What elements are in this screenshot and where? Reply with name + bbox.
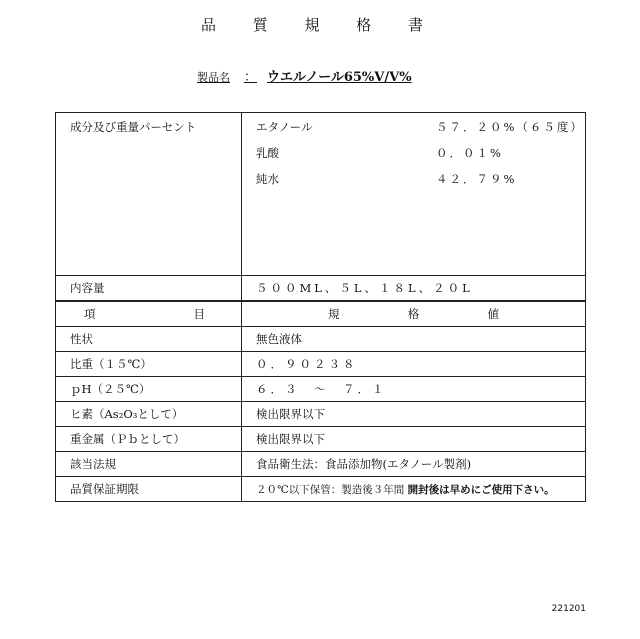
header-row [56, 301, 586, 327]
header-spec-char: 値 [487, 307, 499, 321]
row-label: 比重（１５℃） [56, 352, 242, 377]
table-row [56, 377, 586, 402]
product-name-line [197, 66, 412, 85]
row-label: 性状 [56, 327, 242, 352]
row-label: ｐH（２５℃） [56, 377, 242, 402]
composition-item-percent: ０．０１% [436, 146, 503, 160]
header-spec-char: 格 [407, 307, 420, 321]
document-title: 品 質 規 格 書 [200, 16, 440, 34]
row-value: 検出限界以下 [242, 427, 586, 452]
composition-values [242, 113, 586, 276]
composition-row [56, 113, 586, 276]
table-row [56, 427, 586, 452]
table-row [56, 452, 586, 477]
warranty-storage: ２０℃以下保管：製造後３年間 [256, 483, 405, 496]
product-name-separator: ： [244, 70, 258, 85]
composition-item-name: 乳酸 [256, 146, 279, 160]
product-name-value: ウエルノール65%V/V% [267, 70, 412, 85]
table-row [56, 402, 586, 427]
warranty-note: 開封後は早めにご使用下さい。 [407, 483, 555, 496]
row-value: 食品衛生法：食品添加物(エタノール製剤) [242, 452, 586, 477]
row-label: ヒ素（As₂O₃として） [56, 402, 242, 427]
composition-item-percent: ４２．７９% [436, 172, 517, 186]
header-item-char: 目 [193, 307, 205, 321]
spec-table [55, 112, 586, 502]
header-item-char: 項 [84, 307, 96, 321]
row-value: 検出限界以下 [242, 402, 586, 427]
amount-value: ５００ML、５L、１８L、２０L [242, 276, 586, 302]
row-label: 該当法規 [56, 452, 242, 477]
composition-item-name: 純水 [256, 172, 279, 186]
warranty-value [242, 477, 586, 502]
amount-label: 内容量 [56, 276, 242, 302]
table-row [56, 352, 586, 377]
warranty-row [56, 477, 586, 502]
row-label: 重金属（Ｐｂとして） [56, 427, 242, 452]
document-code: 221201 [551, 604, 586, 614]
header-spec-char: 規 [328, 307, 340, 321]
amount-row [56, 276, 586, 302]
warranty-label: 品質保証期限 [56, 477, 242, 502]
header-item [56, 301, 242, 327]
row-value: ６．３ ～ ７．１ [242, 377, 586, 402]
header-spec [242, 301, 586, 327]
product-name-label: 製品名 [197, 71, 230, 84]
composition-item-name: エタノール [256, 120, 313, 134]
table-row [56, 327, 586, 352]
composition-label: 成分及び重量パーセント [56, 113, 242, 276]
row-value: 無色液体 [242, 327, 586, 352]
composition-item-percent: ５７．２０%（６５度） [436, 120, 584, 134]
row-value: ０．９０２３８ [242, 352, 586, 377]
